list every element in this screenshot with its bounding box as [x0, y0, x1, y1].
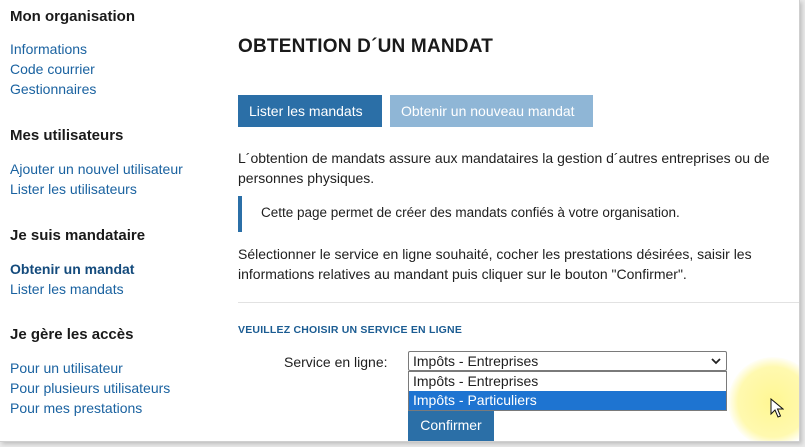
- confirm-button[interactable]: Confirmer: [408, 411, 494, 441]
- sidebar-link-pour-plusieurs-utilisateurs[interactable]: Pour plusieurs utilisateurs: [10, 380, 171, 396]
- service-field-label: Service en ligne:: [284, 354, 388, 370]
- section-title-je-suis-mandataire: Je suis mandataire: [10, 227, 146, 244]
- info-callout: [238, 196, 798, 232]
- sidebar-link-lister-mandats[interactable]: Lister les mandats: [10, 281, 124, 297]
- obtenir-nouveau-mandat-button[interactable]: Obtenir un nouveau mandat: [390, 95, 593, 127]
- lister-mandats-button[interactable]: Lister les mandats: [238, 95, 382, 127]
- dropdown-option-impots-particuliers[interactable]: Impôts - Particuliers: [409, 391, 726, 410]
- instructions-text: Sélectionner le service en ligne souhaité, cocher les prestations désirées, saisir les informations relatives au mandant puis cliquer sur le bouton "Confirmer".: [238, 246, 752, 282]
- service-subheading: VEUILLEZ CHOISIR UN SERVICE EN LIGNE: [238, 324, 463, 336]
- chevron-down-icon: [709, 354, 723, 368]
- sidebar-link-gestionnaires[interactable]: Gestionnaires: [10, 81, 97, 97]
- callout-text: Cette page permet de créer des mandats confiés à votre organisation.: [261, 205, 680, 220]
- service-dropdown-list: [408, 371, 727, 411]
- divider: [238, 302, 799, 303]
- sidebar-link-code-courrier[interactable]: Code courrier: [10, 61, 95, 77]
- intro-text: L´obtention de mandats assure aux mandataires la gestion d´autres entreprises ou de personnes physiques.: [238, 150, 770, 186]
- page-title: OBTENTION D´UN MANDAT: [238, 36, 494, 57]
- section-title-mes-utilisateurs: Mes utilisateurs: [10, 127, 124, 144]
- sidebar-link-obtenir-mandat[interactable]: Obtenir un mandat: [10, 261, 135, 277]
- service-select-value: Impôts - Entreprises: [413, 353, 539, 369]
- section-title-je-gere-les-acces: Je gère les accès: [10, 326, 134, 343]
- sidebar-link-ajouter-utilisateur[interactable]: Ajouter un nouvel utilisateur: [10, 161, 183, 177]
- sidebar-link-informations[interactable]: Informations: [10, 41, 88, 57]
- sidebar-link-pour-mes-prestations[interactable]: Pour mes prestations: [10, 400, 143, 416]
- mouse-pointer-icon: [770, 398, 784, 418]
- sidebar-link-lister-utilisateurs[interactable]: Lister les utilisateurs: [10, 181, 137, 197]
- dropdown-option-impots-entreprises[interactable]: Impôts - Entreprises: [413, 373, 539, 389]
- sidebar-link-pour-un-utilisateur[interactable]: Pour un utilisateur: [10, 360, 123, 376]
- cursor-highlight: [728, 357, 800, 442]
- service-select[interactable]: [408, 351, 727, 371]
- section-title-mon-organisation: Mon organisation: [10, 8, 135, 25]
